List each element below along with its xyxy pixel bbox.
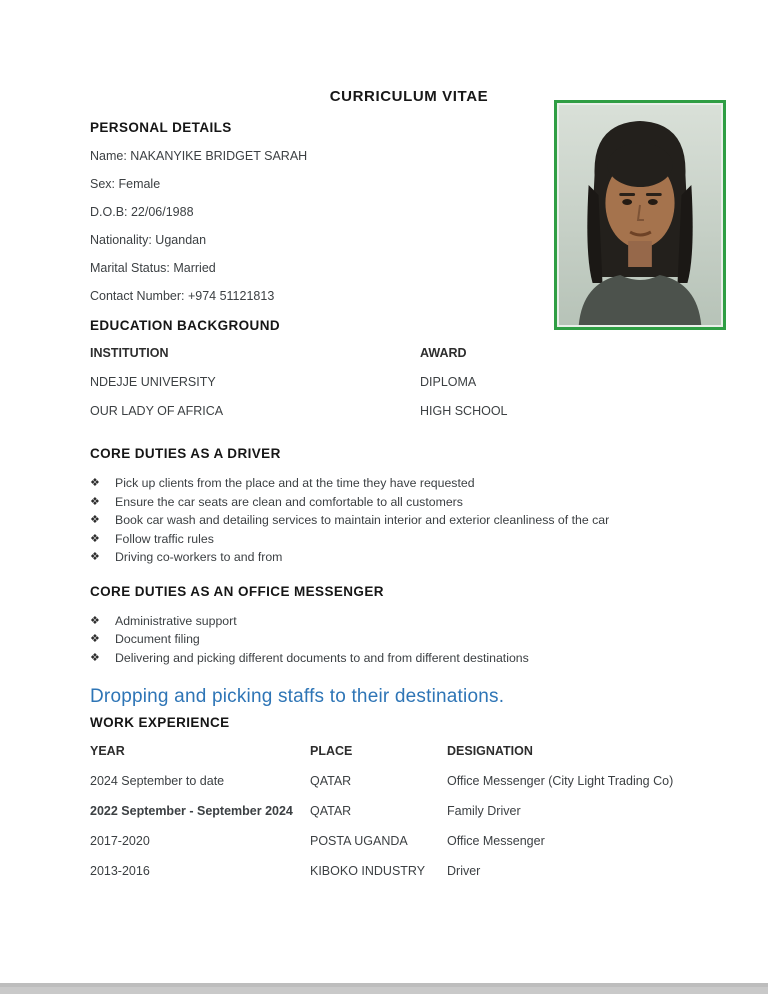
table-row: [90, 404, 650, 433]
highlight-sentence: Dropping and picking staffs to their destinations.: [90, 686, 505, 707]
education-header-row: [90, 346, 650, 375]
table-row: [90, 834, 728, 864]
personal-detail-nationality: Nationality: Ugandan: [90, 233, 207, 247]
work-year: 2024 September to date: [90, 774, 225, 788]
education-institution: OUR LADY OF AFRICA: [90, 404, 224, 418]
work-designation: Office Messenger: [447, 834, 545, 848]
duty-text: Document filing: [115, 632, 200, 646]
duty-text: Book car wash and detailing services to maintain interior and exterior cleanliness of the car: [115, 513, 610, 527]
diamond-bullet-icon: ❖: [90, 651, 100, 664]
education-col-award: AWARD: [420, 346, 467, 360]
duty-text: Pick up clients from the place and at the time they have requested: [115, 476, 475, 490]
section-heading-messenger-duties: CORE DUTIES AS AN OFFICE MESSENGER: [90, 583, 384, 599]
table-row: [90, 774, 728, 804]
education-table: [90, 346, 650, 433]
work-col-year: YEAR: [90, 744, 125, 758]
diamond-bullet-icon: ❖: [90, 477, 100, 489]
table-row: [90, 864, 728, 894]
table-row: [90, 375, 650, 404]
work-col-place: PLACE: [310, 744, 353, 758]
diamond-bullet-icon: ❖: [90, 514, 100, 526]
section-heading-education: EDUCATION BACKGROUND: [90, 318, 280, 333]
personal-detail-sex: Sex: Female: [90, 177, 161, 191]
work-designation: Office Messenger (City Light Trading Co): [447, 774, 674, 788]
list-item: [90, 630, 728, 649]
section-heading-driver-duties: CORE DUTIES AS A DRIVER: [90, 446, 281, 461]
education-institution: NDEJJE UNIVERSITY: [90, 375, 216, 389]
diamond-bullet-icon: ❖: [90, 614, 100, 627]
work-year: 2022 September - September 2024: [90, 804, 293, 818]
page-title: CURRICULUM VITAE: [329, 88, 489, 105]
work-year: 2017-2020: [90, 834, 150, 848]
photo-green-frame: [554, 100, 726, 330]
work-place: KIBOKO INDUSTRY: [310, 864, 426, 878]
work-experience-table: [90, 744, 728, 894]
work-designation: Driver: [447, 864, 481, 878]
list-item: [90, 548, 728, 567]
applicant-photo: [554, 100, 726, 330]
duty-text: Follow traffic rules: [115, 531, 214, 546]
personal-detail-dob: D.O.B: 22/06/1988: [90, 205, 194, 219]
portrait-photo-image: [559, 105, 721, 325]
diamond-bullet-icon: ❖: [90, 495, 100, 508]
work-header-row: [90, 744, 728, 774]
list-item: [90, 649, 728, 668]
work-designation: Family Driver: [447, 804, 521, 818]
list-item: [90, 493, 728, 512]
work-place: QATAR: [310, 774, 352, 788]
diamond-bullet-icon: ❖: [90, 551, 100, 563]
personal-detail-contact: Contact Number: +974 51121813: [90, 289, 275, 303]
work-place: QATAR: [310, 804, 352, 818]
diamond-bullet-icon: ❖: [90, 532, 100, 545]
section-heading-personal-details: PERSONAL DETAILS: [90, 120, 232, 135]
duty-text: Administrative support: [115, 613, 237, 628]
driver-duties-list: [90, 474, 728, 567]
diamond-bullet-icon: ❖: [90, 633, 100, 645]
duty-text: Driving co-workers to and from: [115, 550, 283, 564]
work-col-designation: DESIGNATION: [447, 744, 533, 758]
list-item: [90, 612, 728, 631]
education-award: DIPLOMA: [420, 375, 477, 389]
duty-text: Delivering and picking different documents to and from different destinations: [115, 650, 529, 665]
list-item: [90, 530, 728, 549]
list-item: [90, 511, 728, 530]
messenger-duties-list: [90, 612, 728, 668]
education-col-institution: INSTITUTION: [90, 346, 169, 360]
work-place: POSTA UGANDA: [310, 834, 408, 848]
page-scan-edge: [0, 983, 768, 987]
personal-detail-name: Name: NAKANYIKE BRIDGET SARAH: [90, 149, 308, 163]
duty-text: Ensure the car seats are clean and comfortable to all customers: [115, 494, 463, 509]
section-heading-work-experience: WORK EXPERIENCE: [90, 715, 230, 730]
work-year: 2013-2016: [90, 864, 150, 878]
education-award: HIGH SCHOOL: [420, 404, 508, 418]
list-item: [90, 474, 728, 493]
table-row: [90, 804, 728, 834]
personal-detail-marital-status: Marital Status: Married: [90, 261, 216, 275]
